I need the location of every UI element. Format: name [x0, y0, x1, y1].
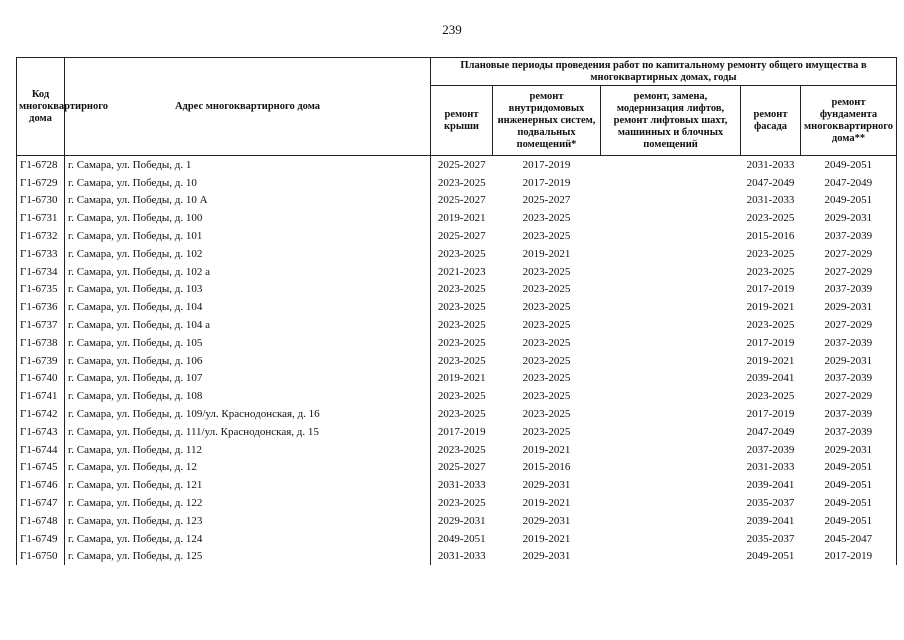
cell-systems: 2019-2021	[522, 497, 571, 510]
cell-address: г. Самара, ул. Победы, д. 109/ул. Краснодонская, д. 16	[65, 405, 431, 423]
cell-foundation: 2037-2039	[801, 334, 897, 352]
cell-roof: 2023-2025	[437, 176, 486, 189]
table-header	[17, 58, 897, 156]
cell-elevators	[601, 281, 741, 299]
cell-facade: 2031-2033	[746, 194, 795, 207]
cell-elevators	[601, 209, 741, 227]
cell-code: Г1-6741	[17, 387, 65, 405]
cell-facade: 2023-2025	[746, 319, 795, 332]
cell-address: г. Самара, ул. Победы, д. 100	[65, 209, 431, 227]
cell-roof: 2019-2021	[437, 372, 486, 385]
cell-address: г. Самара, ул. Победы, д. 112	[65, 441, 431, 459]
cell-code: Г1-6733	[17, 245, 65, 263]
cell-roof: 2031-2033	[437, 479, 486, 492]
cell-address: г. Самара, ул. Победы, д. 124	[65, 530, 431, 548]
cell-roof: 2023-2025	[437, 247, 486, 260]
cell-address: г. Самара, ул. Победы, д. 107	[65, 370, 431, 388]
cell-facade: 2037-2039	[746, 443, 795, 456]
cell-code: Г1-6730	[17, 192, 65, 210]
cell-elevators	[601, 298, 741, 316]
cell-foundation: 2049-2051	[801, 512, 897, 530]
cell-roof: 2017-2019	[437, 425, 486, 438]
cell-elevators	[601, 352, 741, 370]
cell-code: Г1-6750	[17, 548, 65, 566]
cell-code: Г1-6729	[17, 174, 65, 192]
cell-roof: 2049-2051	[437, 532, 486, 545]
cell-elevators	[601, 494, 741, 512]
cell-code: Г1-6734	[17, 263, 65, 281]
cell-foundation: 2049-2051	[801, 476, 897, 494]
cell-roof: 2025-2027	[437, 230, 486, 243]
cell-systems: 2017-2019	[522, 176, 571, 189]
cell-roof: 2019-2021	[437, 212, 486, 225]
table-row	[17, 370, 897, 388]
cell-systems: 2023-2025	[522, 283, 571, 296]
cell-address: г. Самара, ул. Победы, д. 108	[65, 387, 431, 405]
cell-systems: 2025-2027	[522, 194, 571, 207]
cell-foundation: 2037-2039	[801, 370, 897, 388]
cell-address: г. Самара, ул. Победы, д. 105	[65, 334, 431, 352]
header-facade: ремонт фасада	[741, 86, 801, 156]
cell-systems: 2023-2025	[522, 354, 571, 367]
table-row	[17, 298, 897, 316]
cell-elevators	[601, 548, 741, 566]
table-row	[17, 441, 897, 459]
cell-roof: 2023-2025	[437, 408, 486, 421]
cell-address: г. Самара, ул. Победы, д. 101	[65, 227, 431, 245]
cell-facade: 2031-2033	[746, 461, 795, 474]
cell-elevators	[601, 459, 741, 477]
cell-code: Г1-6728	[17, 156, 65, 174]
table-body	[17, 156, 897, 566]
cell-roof: 2023-2025	[437, 354, 486, 367]
cell-code: Г1-6747	[17, 494, 65, 512]
cell-elevators	[601, 174, 741, 192]
cell-roof: 2023-2025	[437, 283, 486, 296]
table-row	[17, 227, 897, 245]
cell-facade: 2023-2025	[746, 265, 795, 278]
cell-elevators	[601, 192, 741, 210]
cell-code: Г1-6749	[17, 530, 65, 548]
table-row	[17, 192, 897, 210]
cell-systems: 2023-2025	[522, 372, 571, 385]
table-row	[17, 174, 897, 192]
cell-foundation: 2045-2047	[801, 530, 897, 548]
cell-facade: 2017-2019	[746, 283, 795, 296]
cell-facade: 2019-2021	[746, 301, 795, 314]
cell-code: Г1-6740	[17, 370, 65, 388]
cell-address: г. Самара, ул. Победы, д. 121	[65, 476, 431, 494]
table-row	[17, 423, 897, 441]
cell-roof: 2025-2027	[437, 194, 486, 207]
cell-elevators	[601, 245, 741, 263]
table-row	[17, 334, 897, 352]
cell-foundation: 2037-2039	[801, 405, 897, 423]
cell-address: г. Самара, ул. Победы, д. 102 а	[65, 263, 431, 281]
cell-code: Г1-6748	[17, 512, 65, 530]
cell-systems: 2019-2021	[522, 443, 571, 456]
table-row	[17, 387, 897, 405]
cell-systems: 2023-2025	[522, 230, 571, 243]
header-systems: ремонт внутридомовых инженерных систем, подвальных помещений*	[493, 86, 601, 156]
cell-facade: 2047-2049	[746, 425, 795, 438]
cell-systems: 2017-2019	[522, 158, 571, 171]
cell-address: г. Самара, ул. Победы, д. 125	[65, 548, 431, 566]
cell-address: г. Самара, ул. Победы, д. 123	[65, 512, 431, 530]
cell-systems: 2029-2031	[522, 479, 571, 492]
cell-systems: 2023-2025	[522, 408, 571, 421]
cell-address: г. Самара, ул. Победы, д. 10 А	[65, 192, 431, 210]
cell-systems: 2029-2031	[522, 514, 571, 527]
cell-code: Г1-6736	[17, 298, 65, 316]
cell-facade: 2035-2037	[746, 497, 795, 510]
cell-foundation: 2029-2031	[801, 441, 897, 459]
cell-facade: 2039-2041	[746, 514, 795, 527]
cell-foundation: 2027-2029	[801, 387, 897, 405]
table-row	[17, 281, 897, 299]
cell-foundation: 2049-2051	[801, 192, 897, 210]
cell-facade: 2019-2021	[746, 354, 795, 367]
cell-address: г. Самара, ул. Победы, д. 122	[65, 494, 431, 512]
cell-foundation: 2037-2039	[801, 423, 897, 441]
cell-systems: 2023-2025	[522, 336, 571, 349]
header-foundation: ремонт фундамента многоквартирного дома**	[801, 86, 897, 156]
cell-facade: 2047-2049	[746, 176, 795, 189]
cell-foundation: 2049-2051	[801, 156, 897, 174]
cell-elevators	[601, 530, 741, 548]
cell-code: Г1-6735	[17, 281, 65, 299]
header-periods: Плановые периоды проведения работ по капитальному ремонту общего имущества в многоквартирных домах, годы	[431, 58, 897, 86]
cell-foundation: 2029-2031	[801, 209, 897, 227]
cell-systems: 2019-2021	[522, 247, 571, 260]
cell-address: г. Самара, ул. Победы, д. 111/ул. Краснодонская, д. 15	[65, 423, 431, 441]
cell-address: г. Самара, ул. Победы, д. 103	[65, 281, 431, 299]
cell-elevators	[601, 263, 741, 281]
cell-facade: 2017-2019	[746, 336, 795, 349]
cell-address: г. Самара, ул. Победы, д. 1	[65, 156, 431, 174]
cell-roof: 2023-2025	[437, 336, 486, 349]
cell-elevators	[601, 512, 741, 530]
cell-code: Г1-6744	[17, 441, 65, 459]
table-row	[17, 316, 897, 334]
cell-roof: 2023-2025	[437, 319, 486, 332]
cell-address: г. Самара, ул. Победы, д. 102	[65, 245, 431, 263]
cell-elevators	[601, 316, 741, 334]
cell-roof: 2023-2025	[437, 497, 486, 510]
cell-facade: 2023-2025	[746, 390, 795, 403]
cell-roof: 2023-2025	[437, 301, 486, 314]
cell-facade: 2035-2037	[746, 532, 795, 545]
cell-foundation: 2037-2039	[801, 227, 897, 245]
cell-code: Г1-6746	[17, 476, 65, 494]
header-code: Код многоквартирного дома	[17, 58, 65, 156]
cell-systems: 2019-2021	[522, 532, 571, 545]
cell-elevators	[601, 370, 741, 388]
cell-elevators	[601, 227, 741, 245]
cell-facade: 2017-2019	[746, 408, 795, 421]
cell-address: г. Самара, ул. Победы, д. 10	[65, 174, 431, 192]
cell-facade: 2039-2041	[746, 479, 795, 492]
cell-code: Г1-6738	[17, 334, 65, 352]
cell-code: Г1-6732	[17, 227, 65, 245]
header-roof: ремонт крыши	[431, 86, 493, 156]
table-row	[17, 352, 897, 370]
cell-foundation: 2027-2029	[801, 316, 897, 334]
cell-facade: 2049-2051	[746, 550, 795, 563]
cell-roof: 2029-2031	[437, 514, 486, 527]
table-row	[17, 494, 897, 512]
cell-code: Г1-6731	[17, 209, 65, 227]
cell-foundation: 2049-2051	[801, 459, 897, 477]
cell-elevators	[601, 334, 741, 352]
cell-roof: 2023-2025	[437, 390, 486, 403]
cell-facade: 2039-2041	[746, 372, 795, 385]
table-row	[17, 512, 897, 530]
cell-elevators	[601, 387, 741, 405]
table-row	[17, 459, 897, 477]
cell-roof: 2025-2027	[437, 158, 486, 171]
cell-foundation: 2037-2039	[801, 281, 897, 299]
table-row	[17, 476, 897, 494]
cell-facade: 2031-2033	[746, 158, 795, 171]
cell-roof: 2025-2027	[437, 461, 486, 474]
cell-foundation: 2017-2019	[801, 548, 897, 566]
cell-foundation: 2027-2029	[801, 263, 897, 281]
cell-roof: 2021-2023	[437, 265, 486, 278]
cell-code: Г1-6737	[17, 316, 65, 334]
cell-code: Г1-6742	[17, 405, 65, 423]
cell-facade: 2015-2016	[746, 230, 795, 243]
cell-elevators	[601, 156, 741, 174]
cell-code: Г1-6743	[17, 423, 65, 441]
cell-foundation: 2049-2051	[801, 494, 897, 512]
cell-address: г. Самара, ул. Победы, д. 104	[65, 298, 431, 316]
table-row	[17, 245, 897, 263]
cell-systems: 2023-2025	[522, 301, 571, 314]
cell-code: Г1-6745	[17, 459, 65, 477]
cell-elevators	[601, 441, 741, 459]
cell-elevators	[601, 405, 741, 423]
cell-address: г. Самара, ул. Победы, д. 106	[65, 352, 431, 370]
table-row	[17, 530, 897, 548]
cell-code: Г1-6739	[17, 352, 65, 370]
table-row	[17, 156, 897, 174]
page-number: 239	[442, 22, 462, 37]
cell-roof: 2031-2033	[437, 550, 486, 563]
cell-elevators	[601, 423, 741, 441]
cell-elevators	[601, 476, 741, 494]
cell-foundation: 2029-2031	[801, 298, 897, 316]
cell-roof: 2023-2025	[437, 443, 486, 456]
table-row	[17, 405, 897, 423]
cell-facade: 2023-2025	[746, 212, 795, 225]
cell-systems: 2023-2025	[522, 425, 571, 438]
table-row	[17, 548, 897, 566]
cell-systems: 2023-2025	[522, 212, 571, 225]
table-row	[17, 263, 897, 281]
table-row	[17, 209, 897, 227]
cell-systems: 2015-2016	[522, 461, 571, 474]
cell-systems: 2023-2025	[522, 390, 571, 403]
cell-systems: 2023-2025	[522, 265, 571, 278]
cell-systems: 2023-2025	[522, 319, 571, 332]
cell-address: г. Самара, ул. Победы, д. 12	[65, 459, 431, 477]
cell-systems: 2029-2031	[522, 550, 571, 563]
header-address: Адрес многоквартирного дома	[65, 58, 431, 156]
cell-address: г. Самара, ул. Победы, д. 104 а	[65, 316, 431, 334]
cell-facade: 2023-2025	[746, 247, 795, 260]
repair-schedule-table	[16, 57, 897, 565]
header-elevators: ремонт, замена, модернизация лифтов, ремонт лифтовых шахт, машинных и блочных помещений	[601, 86, 741, 156]
cell-foundation: 2027-2029	[801, 245, 897, 263]
cell-foundation: 2029-2031	[801, 352, 897, 370]
cell-foundation: 2047-2049	[801, 174, 897, 192]
